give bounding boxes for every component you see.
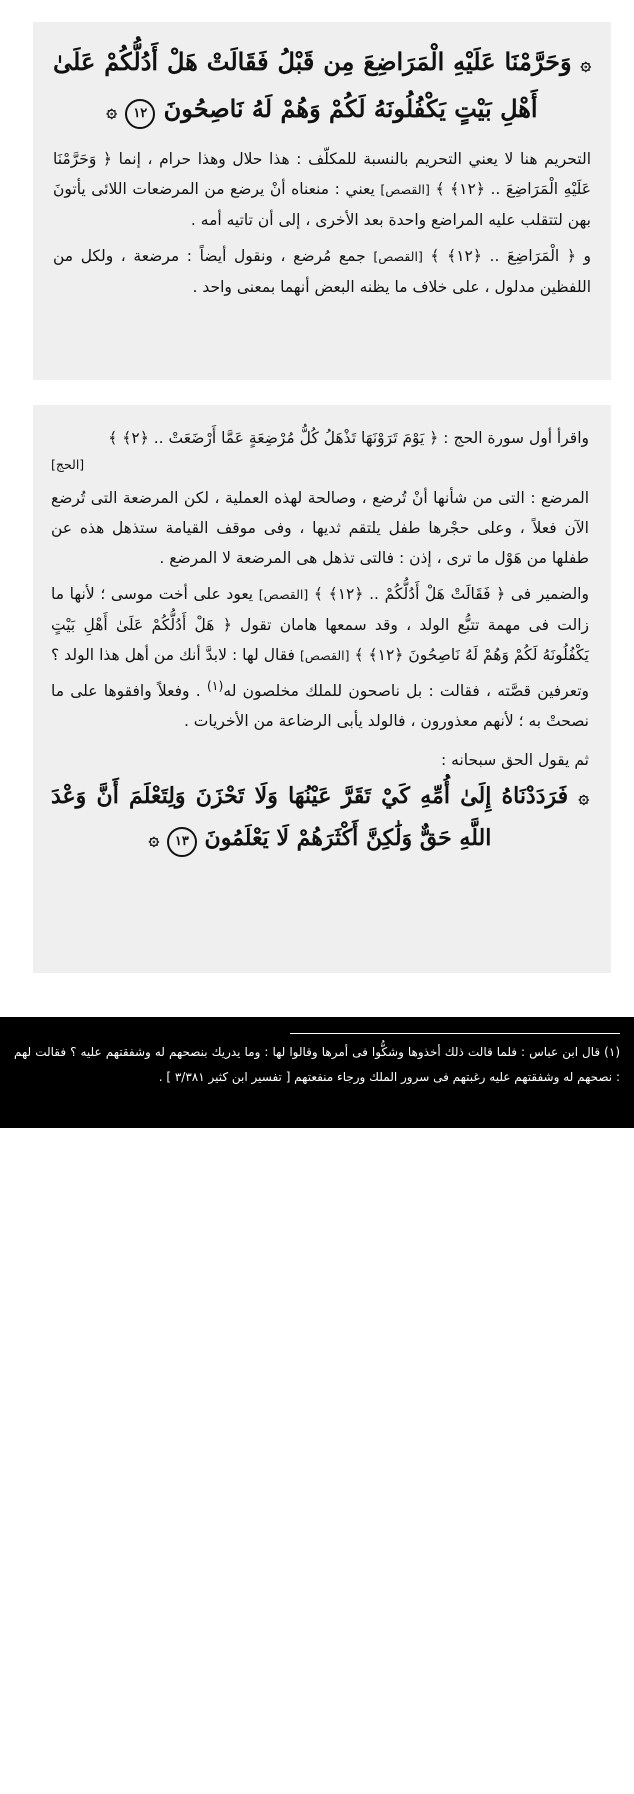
page-top-excerpt xyxy=(33,22,611,380)
sura-reference: [القصص] xyxy=(373,249,423,264)
ornament-icon: ۞ xyxy=(148,829,160,851)
paragraph-text: فقال لها : لابدَّ أنك من أهل هذا الولد ؟ وتعرفين قصَّته ، فقالت : بل ناصحون للملك مخلصون له xyxy=(51,646,589,701)
commentary-paragraph xyxy=(53,241,591,302)
verse-number-badge: ١٢ xyxy=(125,99,155,129)
commentary-paragraph xyxy=(53,144,591,235)
ornament-icon: ۞ xyxy=(106,101,117,122)
paragraph-text: يعود على أخت موسى ؛ لأنها ما زالت فى مهمة تتبُّع الولد ، وقد سمعها هامان تقول ﴿ هَلْ أَدُلُّكُمْ عَلَىٰ أَهْلِ بَيْتٍ يَكْفُلُونَهُ لَكُمْ وَهُمْ لَهُ نَاصِحُونَ ﴿١٢﴾ ﴾ xyxy=(51,585,589,664)
paragraph-text: يعني : منعناه أنْ يرضع من المرضعات اللائى يأتونَ بهن لتتقلب عليه المراضع واحدة بعد الأخرى ، إلى أن تاتيه أمه . xyxy=(53,180,591,229)
paragraph-text: . وفعلاً وافقوها على ما نصحتْ به ؛ لأنهم معذورون ، فالولد يأبى الرضاعة من الأخريات . xyxy=(51,682,589,731)
verse-text: وَحَرَّمْنَا عَلَيْهِ الْمَرَاضِعَ مِن قَبْلُ فَقَالَتْ هَلْ أَدُلُّكُمْ عَلَىٰ أَهْلِ بَيْتٍ يَكْفُلُونَهُ لَكُمْ وَهُمْ لَهُ نَاصِحُونَ xyxy=(53,47,572,123)
ornament-icon: ۞ xyxy=(580,54,591,75)
sura-reference: [القصص] xyxy=(258,587,309,602)
paragraph-text: جمع مُرضع ، ونقول أيضاً : مرضعة ، ولكل من اللفظين مدلول ، على خلاف ما يظنه البعض أنهما بمعنى واحد . xyxy=(53,247,591,296)
paragraph-text: و ﴿ الْمَرَاضِعَ .. ﴿١٢﴾ ﴾ xyxy=(430,247,591,265)
footnote-block xyxy=(0,1017,634,1128)
page-bottom-excerpt xyxy=(33,405,611,973)
verse-text: فَرَدَدْنَاهُ إِلَىٰ أُمِّهِ كَيْ تَقَرَّ عَيْنُهَا وَلَا تَحْزَنَ وَلِتَعْلَمَ أَنَّ وَعْدَ اللَّهِ حَقٌّ وَلَٰكِنَّ أَكْثَرَهُمْ لَا يَعْلَمُونَ xyxy=(51,783,569,852)
commentary-paragraph xyxy=(51,423,589,477)
paragraph-text: التحريم هنا لا يعني التحريم بالنسبة للمكلّف : هذا حلال وهذا حرام ، إنما ﴿ وَحَرَّمْنَا عَلَيْهِ الْمَرَاضِعَ .. ﴿١٢﴾ ﴾ xyxy=(53,150,592,198)
sura-reference: [القصص] xyxy=(380,182,430,197)
verse-intro: ثم يقول الحق سبحانه : xyxy=(441,751,589,770)
paragraph-text: والضمير فى ﴿ فَقَالَتْ هَلْ أَدُلُّكُمْ .. ﴿١٢﴾ ﴾ xyxy=(313,585,589,603)
quran-verse-28-13 xyxy=(51,776,589,860)
footnote-text: (١) قال ابن عباس : فلما قالت ذلك أخذوها وشكُّوا فى أمرها وقالوا لها : وما يدريك بنصحهم له وشفقتهم عليه ؟ فقالت لهم : نصحهم له وشفقتهم عليه رغبتهم فى سرور الملك ورجاء منفعتهم [ تفسير ابن كثير ٣/٣٨١ ] . xyxy=(14,1045,620,1084)
paragraph-text: واقرأ أول سورة الحج : ﴿ يَوْمَ تَرَوْنَهَا تَذْهَلُ كُلُّ مُرْضِعَةٍ عَمَّا أَرْضَعَتْ .. ﴿٢﴾ ﴾ xyxy=(108,429,589,447)
commentary-paragraph xyxy=(51,579,589,736)
verse-number-badge: ١٣ xyxy=(167,827,197,857)
ornament-icon: ۞ xyxy=(578,787,589,809)
footnote-marker: (١) xyxy=(206,678,224,693)
sura-reference: [الحج] xyxy=(51,457,85,472)
quran-verse-28-12 xyxy=(53,40,591,134)
commentary-paragraph: المرضع : التى من شأنها أنْ تُرضع ، وصالحة لهذه العملية ، لكن المرضعة التى تُرضع الآن فعلاً ، وعلى حجْرها طفل يلتقم ثديها ، وفى موقف القيامة ستذهل هذه عن طفلها من هَوْل ما ترى ، إذن : فالتى تذهل هى المرضعة لا المرضع . xyxy=(51,489,589,567)
footnote-divider xyxy=(290,1033,620,1034)
sura-reference: [القصص] xyxy=(299,648,350,663)
